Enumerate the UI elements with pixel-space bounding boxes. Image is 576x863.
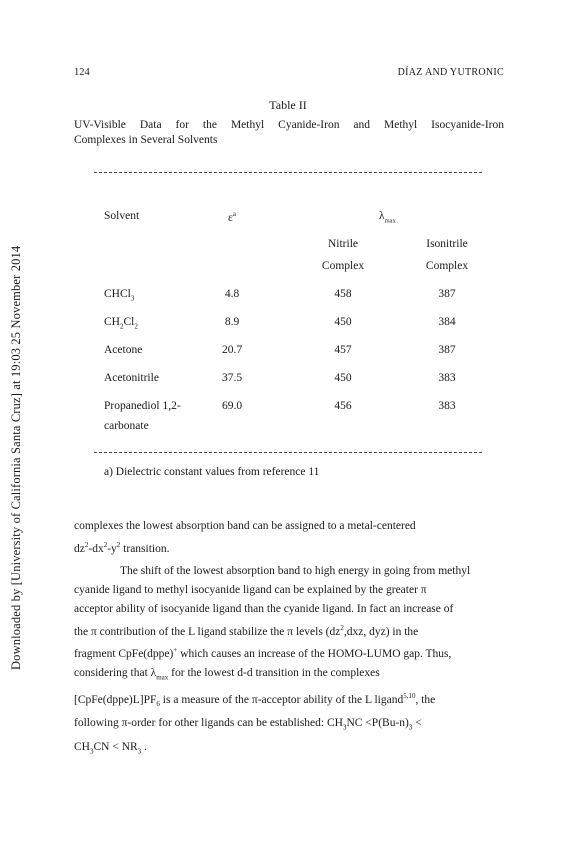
body-line: complexes the lowest absorption band can be assigned to a metal-centered — [74, 520, 416, 532]
row-epsilon: 4.8 — [224, 288, 240, 300]
page-number: 124 — [74, 67, 90, 78]
row-solvent: $CH_2Cl_2$ — [104, 316, 138, 331]
download-note-text: Downloaded by [University of California Santa Cruz] at 19:03 25 November 2014 — [9, 245, 23, 670]
body-paragraph-1 — [74, 517, 504, 558]
row-isonitrile: 387 — [438, 344, 456, 356]
body-line: following π-order for other ligands can be established: $CH_3NC <P(Bu-n)_3$ < — [74, 717, 422, 732]
table-caption-line1: UV-Visible Data for the Methyl Cyanide-Iron and Methyl Isocyanide-Iron — [74, 119, 504, 131]
row-nitrile: 450 — [334, 316, 352, 328]
col-header-lambda-max: $\lambda_{max}$ — [379, 210, 396, 225]
row-isonitrile: 383 — [438, 400, 456, 412]
table-footnote: a) Dielectric constant values from reference 11 — [104, 466, 320, 478]
row-isonitrile: 383 — [438, 372, 456, 384]
row-isonitrile: 387 — [438, 288, 456, 300]
body-line: $dz^2-dx^2-y^2$ transition. — [74, 540, 170, 555]
body-line: fragment CpFe(dppe)+ which causes an increase of the HOMO-LUMO gap. Thus, — [74, 646, 452, 661]
table-top-rule — [94, 172, 482, 173]
row-nitrile: 450 — [334, 372, 352, 384]
body-line: cyanide ligand to methyl isocyanide ligand can be explained by the greater π — [74, 583, 427, 596]
subheader-nitrile-1: Nitrile — [327, 238, 359, 250]
subheader-isonitrile-2: Complex — [425, 260, 469, 272]
row-epsilon: 69.0 — [221, 400, 243, 412]
body-paragraph-2 — [74, 562, 504, 761]
row-epsilon: 37.5 — [221, 372, 243, 384]
col-header-epsilon: $\varepsilon^a$ — [228, 210, 236, 224]
row-solvent: CHCl$_3$ — [104, 288, 135, 303]
subheader-isonitrile-1: Isonitrile — [426, 238, 468, 250]
row-epsilon: 20.7 — [221, 344, 243, 356]
body-line: The shift of the lowest absorption band to high energy in going from methyl — [120, 565, 471, 577]
body-line: $CH_3CN < NR_3$ . — [74, 740, 147, 755]
subheader-nitrile-2: Complex — [321, 260, 365, 272]
table-caption-line2: Complexes in Several Solvents — [74, 134, 218, 146]
table-bottom-rule — [94, 452, 482, 453]
body-line: considering that $\lambda_{max}$ for the lowest d-d transition in the complexes — [74, 667, 380, 682]
body-line: the π contribution of the L ligand stabilize the π levels ($dz^2,dxz$, dyz) in the — [74, 623, 419, 638]
row-solvent-line2: carbonate — [104, 420, 149, 432]
row-solvent: Acetone — [104, 344, 143, 356]
row-epsilon: 8.9 — [224, 316, 240, 328]
table-title: Table II — [269, 98, 307, 112]
row-solvent: Acetonitrile — [104, 372, 159, 384]
row-nitrile: 456 — [334, 400, 352, 412]
row-nitrile: 458 — [334, 288, 352, 300]
download-note — [9, 245, 25, 670]
row-nitrile: 457 — [334, 344, 352, 356]
row-isonitrile: 384 — [438, 316, 456, 328]
running-head-authors: DÍAZ AND YUTRONIC — [397, 67, 504, 78]
col-header-solvent: Solvent — [104, 210, 140, 222]
body-line: acceptor ability of isocyanide ligand than the cyanide ligand. In fact an increase of — [74, 602, 454, 615]
row-solvent: Propanediol 1,2- — [104, 400, 181, 412]
body-line: $[CpFe(dppe)L]PF_6$ is a measure of the π-acceptor ability of the L ligand$^{5,10}$, the — [74, 692, 436, 709]
